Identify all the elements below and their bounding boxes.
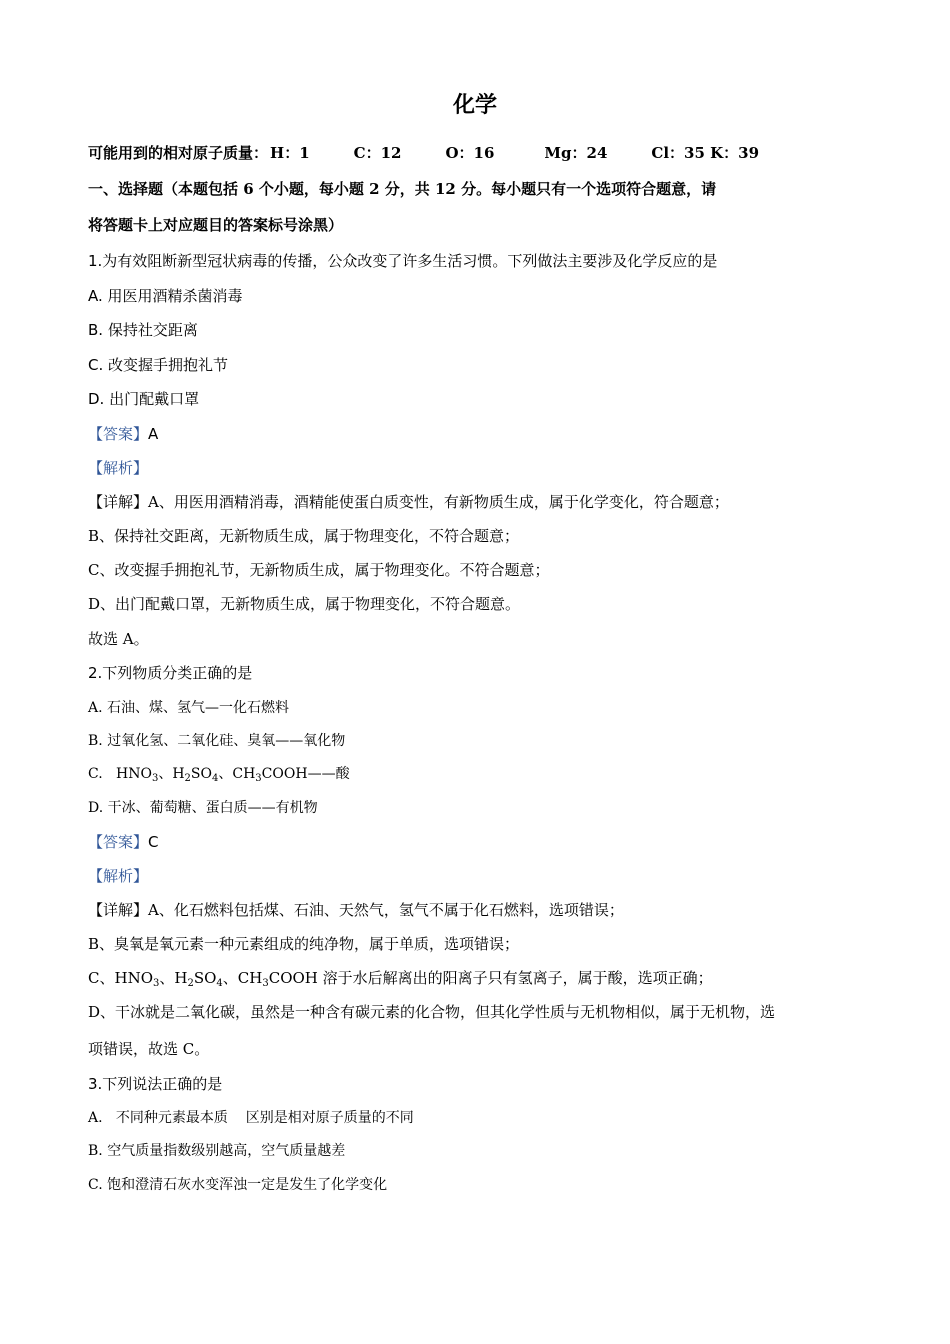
detail-tag: 【详解】: [88, 901, 149, 919]
atomic-mass-mg: Mg：24: [544, 144, 608, 162]
q2-option-a: A. 石油、煤、氢气—一化石燃料: [88, 700, 290, 716]
q1-stem: 1.为有效阻断新型冠状病毒的传播，公众改变了许多生活习惯。下列做法主要涉及化学反应的是: [88, 252, 718, 270]
q1-answer: [88, 423, 158, 445]
q3-option-b: B. 空气质量指数级别越高，空气质量越差: [88, 1143, 346, 1159]
q1-detail-c: C、改变握手拥抱礼节，无新物质生成，属于物理变化。不符合题意；: [88, 561, 550, 579]
page-title: 化学: [452, 92, 497, 118]
detail-tag: 【详解】: [88, 493, 149, 511]
q3-option-c: C. 饱和澄清石灰水变浑浊一定是发生了化学变化: [88, 1177, 388, 1193]
q2-option-b: B. 过氧化氢、二氧化硅、臭氧——氧化物: [88, 733, 346, 749]
atomic-mass-h: H：1: [270, 144, 310, 162]
q2-answer: [88, 831, 159, 853]
q2-detail-a: [88, 899, 624, 921]
atomic-mass-o: O：16: [445, 144, 495, 162]
q1-detail-b: B、保持社交距离，无新物质生成，属于物理变化，不符合题意；: [88, 527, 520, 545]
q1-option-b: B. 保持社交距离: [88, 321, 198, 339]
q2-detail-d-line1: D、干冰就是二氧化碳，虽然是一种含有碳元素的化合物，但其化学性质与无机物相似，属于无机物，选: [88, 1003, 776, 1021]
answer-value: C: [148, 833, 159, 851]
q1-option-d: D. 出门配戴口罩: [88, 390, 200, 408]
q2-analysis-tag: 【解析】: [88, 867, 149, 885]
q1-detail-a: [88, 491, 729, 513]
q2-detail-d-line2: 项错误，故选 C。: [88, 1040, 210, 1058]
q2-option-d: D. 干冰、葡萄糖、蛋白质——有机物: [88, 800, 318, 816]
q1-detail-d: D、出门配戴口罩，无新物质生成，属于物理变化，不符合题意。: [88, 595, 521, 613]
q3-stem: 3.下列说法正确的是: [88, 1075, 223, 1093]
q1-option-a: A. 用医用酒精杀菌消毒: [88, 287, 243, 305]
q2-detail-b: B、臭氧是氧元素一种元素组成的纯净物，属于单质，选项错误；: [88, 935, 520, 953]
answer-tag: 【答案】: [88, 425, 149, 443]
q2-option-c: C. $HNO_3$、$H_2SO_4$、$CH_3COOH——$酸: [88, 766, 350, 784]
detail-text: A、用医用酒精消毒，酒精能使蛋白质变性，有新物质生成，属于化学变化，符合题意；: [148, 493, 729, 511]
section-heading-line1: 一、选择题（本题包括 6 个小题，每小题 2 分，共 12 分。每小题只有一个选项符合题意，请: [88, 180, 717, 198]
answer-tag: 【答案】: [88, 833, 149, 851]
atomic-mass-c: C：12: [353, 144, 402, 162]
atomic-mass-label: 可能用到的相对原子质量：: [88, 144, 269, 162]
q2-stem: 2.下列物质分类正确的是: [88, 664, 253, 682]
detail-text: A、化石燃料包括煤、石油、天然气，氢气不属于化石燃料，选项错误；: [148, 901, 624, 919]
atomic-mass-cl-k: Cl：35 K：39: [651, 144, 760, 162]
atomic-mass-line: [88, 142, 759, 164]
q1-analysis-tag: 【解析】: [88, 459, 149, 477]
q1-conclusion: 故选 A。: [88, 630, 149, 648]
q1-option-c: C. 改变握手拥抱礼节: [88, 356, 229, 374]
q2-detail-c: C、$HNO_3$、$H_2SO_4$、$CH_3COOH$ 溶于水后解离出的阳离子只有氢离子，属于酸，选项正确；: [88, 969, 713, 989]
section-heading-line2: 将答题卡上对应题目的答案标号涂黑）: [88, 216, 344, 234]
q3-option-a: A. 不同种元素最本质 区别是相对原子质量的不同: [88, 1110, 414, 1126]
answer-value: A: [148, 425, 159, 443]
